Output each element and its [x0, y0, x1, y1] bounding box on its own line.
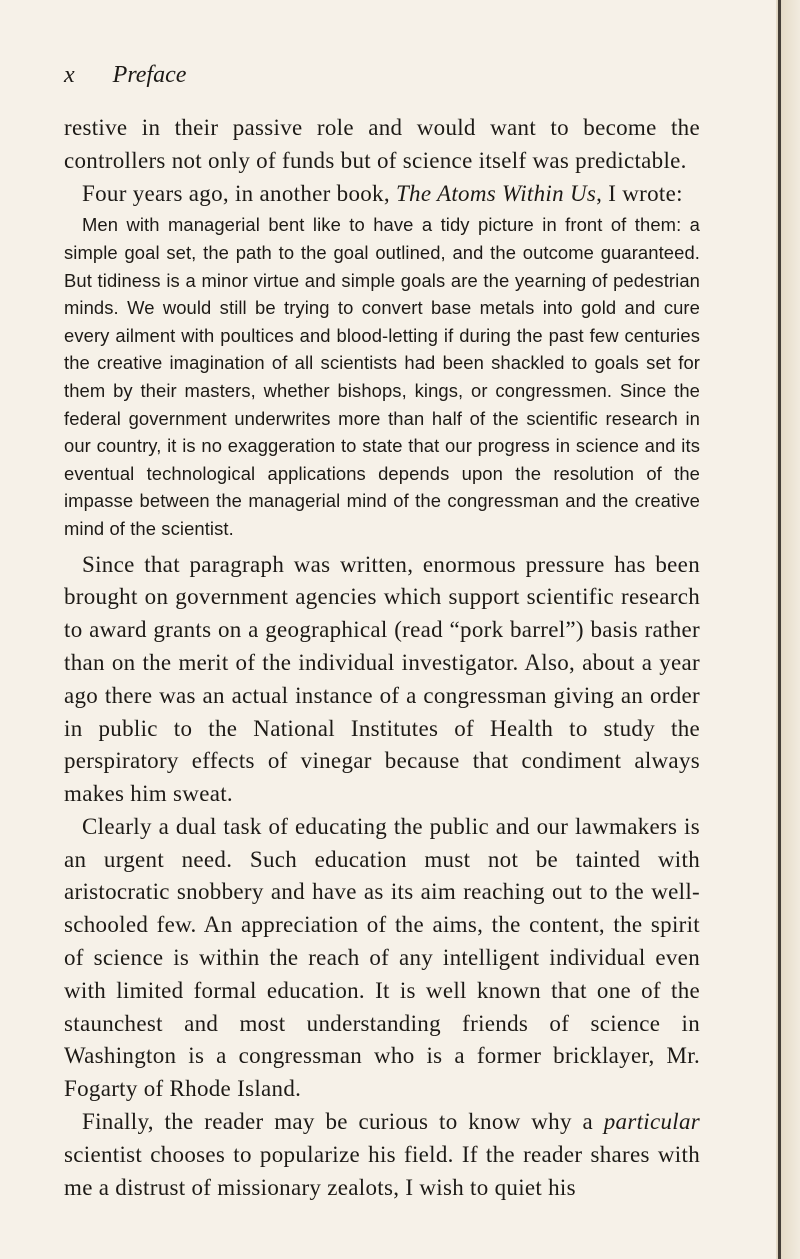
paragraph-5	[64, 1106, 700, 1204]
block-quote: Men with managerial bent like to have a tidy picture in front of them: a simple goal set, the path to the goal outlined, and the outcome guaranteed. But tidiness is a minor virtue and simple goals are the yearning of pedestrian minds. We would still be trying to convert base metals into gold and cure every ailment with poultices and blood-letting if during the past few centuries the creative imagination of all scientists had been shackled to goals set for them by their masters, whether bishops, kings, or congressmen. Since the federal government underwrites more than half of the scientific research in our country, it is no exaggeration to state that our progress in science and its eventual technological applications depends upon the resolution of the impasse between the managerial mind of the congressman and the creative mind of the scientist.	[64, 214, 700, 539]
paragraph-2-lead: Four years ago, in another book,	[82, 180, 396, 206]
running-header	[64, 62, 186, 89]
page-edge-line	[778, 0, 781, 1259]
emphasis-particular: particular	[603, 1109, 700, 1135]
paragraph-5-lead: Finally, the reader may be curious to know why a	[82, 1109, 604, 1135]
running-title: Preface	[112, 62, 187, 88]
paragraph-3: Since that paragraph was written, enormous pressure has been brought on government agencies which support scientific research to award grants on a geographical (read “pork barrel”) basis rather than on the merit of the individual investigator. Also, about a year ago there was an actual instance of a congressman giving an order in public to the National Institutes of Health to study the perspiratory effects of vinegar because that condiment always makes him sweat.	[64, 551, 700, 807]
body-text	[64, 112, 700, 1204]
paragraph-5-tail: scientist chooses to popularize his field. If the reader shares with me a distrust of missionary zealots, I wish to quiet his	[64, 1141, 700, 1200]
page-number: x	[64, 62, 75, 88]
paragraph-1: restive in their passive role and would want to become the controllers not only of funds but of science itself was predictable.	[64, 115, 700, 173]
book-title: The Atoms Within Us	[395, 180, 597, 206]
paragraph-4: Clearly a dual task of educating the public and our lawmakers is an urgent need. Such education must not be tainted with aristocratic snobbery and have as its aim reaching out to the well-schooled few. An appreciation of the aims, the content, the spirit of science is within the reach of any intelligent individual even with limited formal education. It is well known that one of the staunchest and most understanding friends of science in Washington is a congressman who is a former bricklayer, Mr. Fogarty of Rhode Island.	[64, 813, 700, 1102]
paragraph-2	[64, 178, 700, 211]
paragraph-2-tail: , I wrote:	[596, 180, 683, 206]
